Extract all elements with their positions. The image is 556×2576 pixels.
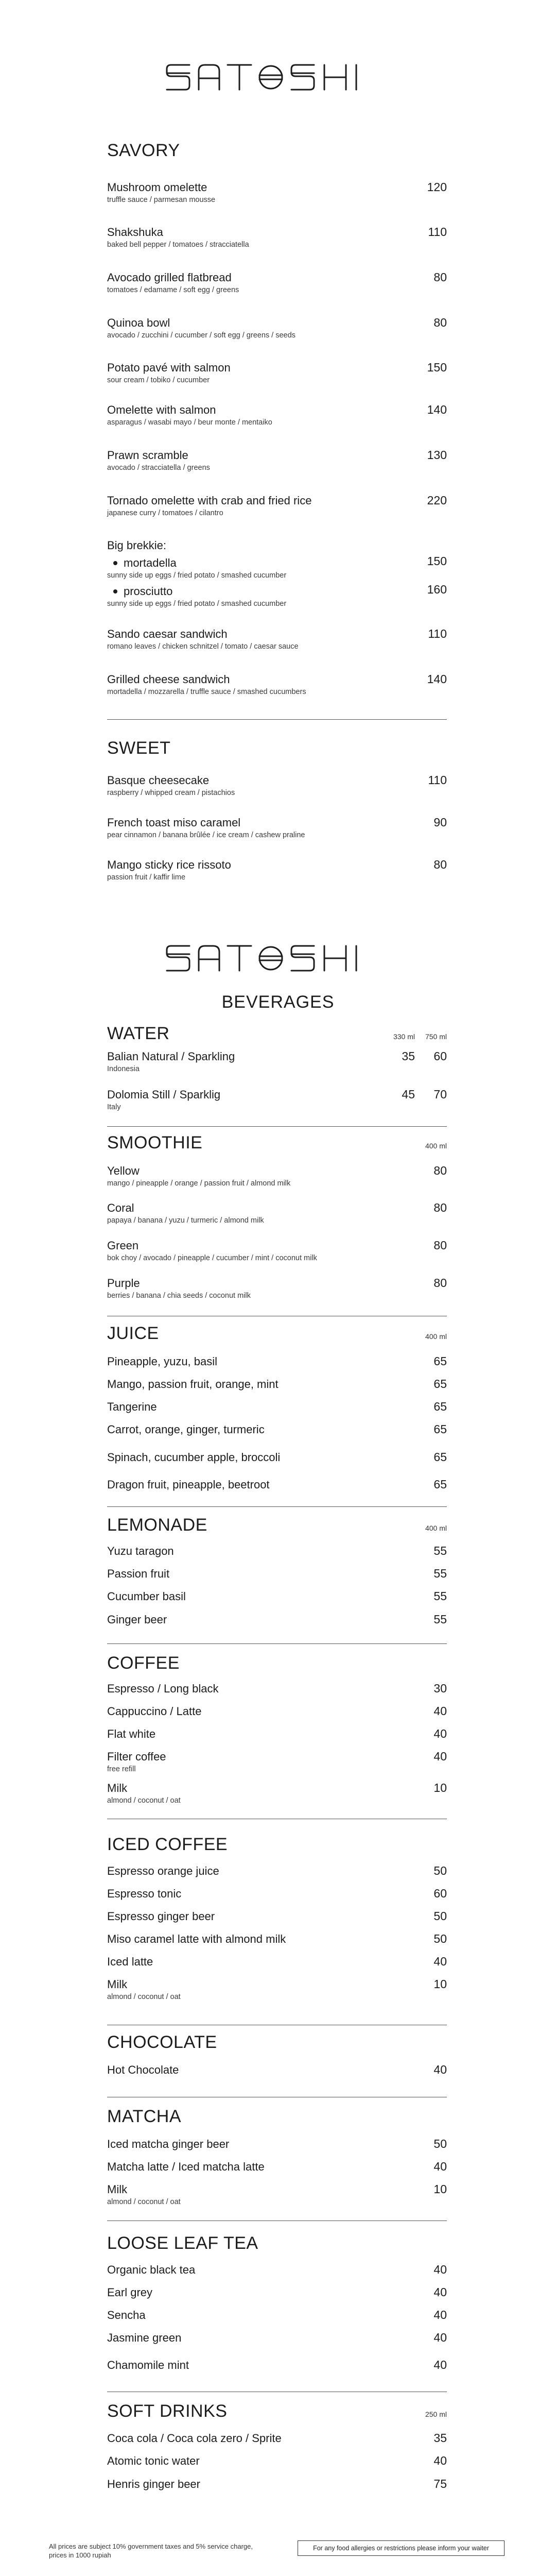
item-price: 55 [433, 1589, 447, 1603]
volume-label: 250 ml [425, 2410, 447, 2418]
list-item [107, 1377, 447, 1392]
savory-section [107, 140, 447, 161]
item-description: almond / coconut / oat [107, 2198, 181, 2206]
list-item [107, 1566, 447, 1581]
item-price: 80 [433, 1239, 447, 1252]
item-name: Dragon fruit, pineapple, beetroot [107, 1478, 270, 1491]
item-description: romano leaves / chicken schnitzel / tomato / caesar sauce [107, 642, 299, 651]
list-item [107, 360, 447, 385]
list-item [107, 1450, 447, 1465]
list-item [107, 626, 447, 651]
item-name: Filter coffee [107, 1750, 166, 1763]
item-name: Big brekkie: [107, 539, 166, 552]
list-item [107, 1354, 447, 1369]
item-description: passion fruit / kaffir lime [107, 873, 186, 882]
item-price: 50 [433, 1864, 447, 1877]
matcha-section [107, 2106, 447, 2127]
brekkie-option: mortadella [107, 556, 177, 570]
list-item [107, 1931, 447, 1946]
item-price: 130 [427, 448, 447, 462]
iced-coffee-section [107, 1834, 447, 1855]
volume-label: 400 ml [425, 1332, 447, 1341]
item-name: Tornado omelette with crab and fried rice [107, 494, 312, 507]
list-item [107, 773, 447, 798]
item-price: 110 [428, 225, 447, 239]
item-name: Avocado grilled flatbread [107, 271, 232, 284]
item-name: Miso caramel latte with almond milk [107, 1933, 286, 1945]
item-name: Dolomia Still / Sparklig [107, 1088, 221, 1101]
item-name: Passion fruit [107, 1567, 170, 1580]
item-description: Italy [107, 1103, 121, 1111]
item-price: 40 [433, 1955, 447, 1968]
list-item [107, 2182, 447, 2207]
item-name: Carrot, orange, ginger, turmeric [107, 1423, 265, 1436]
item-description: Indonesia [107, 1065, 140, 1073]
bullet-icon [113, 589, 117, 594]
item-price: 150 [427, 361, 447, 374]
list-item [107, 1477, 447, 1492]
item-description: avocado / stracciatella / greens [107, 464, 210, 472]
section-title: COFFEE [107, 1653, 180, 1673]
item-price: 40 [433, 2358, 447, 2371]
item-price: 10 [433, 2182, 447, 2196]
item-name: Organic black tea [107, 2263, 196, 2276]
item-name: Iced latte [107, 1955, 153, 1968]
section-title: WATER [107, 1024, 170, 1043]
list-item [107, 1954, 447, 1969]
item-name: Grilled cheese sandwich [107, 673, 230, 686]
item-price: 80 [433, 316, 447, 329]
item-price: 80 [433, 858, 447, 871]
item-name: Yuzu taragon [107, 1545, 174, 1557]
list-item [107, 1704, 447, 1719]
item-price: 10 [433, 1977, 447, 1991]
item-price: 40 [433, 2285, 447, 2299]
item-price: 40 [433, 1727, 447, 1740]
list-item [107, 2062, 447, 2077]
item-price: 220 [427, 494, 447, 507]
volume-label: 330 ml [393, 1032, 415, 1041]
satoshi-logo [0, 61, 556, 94]
item-price: 65 [433, 1450, 447, 1464]
loose-leaf-tea-section [107, 2233, 447, 2253]
item-price: 160 [427, 583, 447, 596]
list-item [107, 1863, 447, 1878]
list-item [107, 672, 447, 697]
item-price: 50 [433, 2137, 447, 2150]
item-price: 150 [427, 554, 447, 568]
item-price: 140 [427, 403, 447, 416]
item-description: baked bell pepper / tomatoes / stracciatella [107, 241, 249, 249]
item-description: almond / coconut / oat [107, 1993, 181, 2001]
soft-drinks-section [107, 2401, 447, 2421]
item-price: 60 [433, 1887, 447, 1900]
item-name: Mushroom omelette [107, 181, 207, 194]
section-title: JUICE [107, 1324, 159, 1343]
item-description: almond / coconut / oat [107, 1797, 181, 1805]
item-name: Ginger beer [107, 1613, 167, 1626]
item-price: 45 [402, 1088, 415, 1101]
list-item [107, 1200, 447, 1225]
section-title: SOFT DRINKS [107, 2401, 228, 2421]
item-price: 75 [433, 2477, 447, 2490]
section-title: MATCHA [107, 2107, 182, 2126]
list-item [107, 225, 447, 249]
item-description: pear cinnamon / banana brûlée / ice cream / cashew praline [107, 831, 305, 839]
satoshi-logo-mark [165, 942, 391, 975]
list-item [107, 1612, 447, 1627]
list-item [107, 1049, 447, 1074]
item-description: mango / pineapple / orange / passion fruit / almond milk [107, 1179, 291, 1188]
item-name: Coral [107, 1201, 134, 1214]
item-description: japanese curry / tomatoes / cilantro [107, 509, 223, 517]
item-name: Espresso orange juice [107, 1865, 219, 1877]
item-price: 65 [433, 1354, 447, 1368]
divider [107, 1506, 447, 1507]
item-description: tomatoes / edamame / soft egg / greens [107, 286, 239, 294]
item-name: Mango, passion fruit, orange, mint [107, 1378, 279, 1391]
item-price: 80 [433, 270, 447, 284]
section-title: LOOSE LEAF TEA [107, 2233, 258, 2253]
item-description: sunny side up eggs / fried potato / smashed cucumber [107, 571, 287, 580]
item-name: Yellow [107, 1164, 140, 1177]
list-item [107, 493, 447, 518]
item-name: Omelette with salmon [107, 403, 216, 416]
item-price: 40 [433, 1704, 447, 1718]
list-item [107, 315, 447, 340]
item-name: Green [107, 1239, 139, 1252]
item-name: Milk [107, 1782, 128, 1794]
volume-label: 750 ml [425, 1032, 447, 1041]
list-item [107, 1977, 447, 2002]
item-name: Earl grey [107, 2286, 153, 2299]
item-price: 50 [433, 1909, 447, 1923]
item-name: Atomic tonic water [107, 2454, 200, 2467]
list-item [107, 1886, 447, 1901]
list-item [107, 1163, 447, 1188]
list-item [107, 2159, 447, 2174]
item-description: sour cream / tobiko / cucumber [107, 376, 210, 384]
item-price: 80 [433, 1164, 447, 1177]
satoshi-logo [0, 942, 556, 975]
list-item [107, 448, 447, 472]
section-title: SMOOTHIE [107, 1133, 203, 1153]
item-price: 80 [433, 1201, 447, 1214]
list-item [107, 1276, 447, 1300]
item-name: Sando caesar sandwich [107, 628, 228, 640]
list-item [107, 857, 447, 882]
item-name: Sencha [107, 2309, 146, 2321]
list-item [107, 1238, 447, 1263]
item-price: 70 [433, 1088, 447, 1101]
item-name: Cucumber basil [107, 1590, 186, 1603]
item-name: Espresso / Long black [107, 1682, 219, 1695]
item-price: 40 [433, 2331, 447, 2344]
item-name: French toast miso caramel [107, 816, 241, 829]
list-item [107, 2431, 447, 2446]
coffee-section [107, 1653, 447, 1673]
item-description: avocado / zucchini / cucumber / soft egg / greens / seeds [107, 331, 296, 340]
list-item [107, 1681, 447, 1696]
item-name: Prawn scramble [107, 449, 188, 462]
list-item [107, 1781, 447, 1805]
item-price: 60 [433, 1049, 447, 1063]
item-name: Henris ginger beer [107, 2478, 200, 2490]
item-price: 120 [427, 180, 447, 194]
item-price: 55 [433, 1544, 447, 1557]
list-item [107, 402, 447, 427]
list-item [107, 2477, 447, 2492]
item-price: 55 [433, 1567, 447, 1580]
list-item [107, 2262, 447, 2277]
item-price: 30 [433, 1682, 447, 1695]
item-name: Chamomile mint [107, 2359, 189, 2371]
divider [107, 1126, 447, 1127]
list-item [107, 2137, 447, 2151]
list-item [107, 1087, 447, 1112]
list-item [107, 2308, 447, 2323]
item-price: 40 [433, 2160, 447, 2173]
list-item [107, 1909, 447, 1924]
water-section [107, 1023, 447, 1044]
item-name: Pineapple, yuzu, basil [107, 1355, 218, 1368]
item-name: Matcha latte / Iced matcha latte [107, 2160, 265, 2173]
item-price: 10 [433, 1781, 447, 1794]
divider [107, 1643, 447, 1644]
section-title: SAVORY [107, 141, 180, 160]
item-name: Iced matcha ginger beer [107, 2138, 230, 2150]
juice-section [107, 1323, 447, 1344]
divider [107, 719, 447, 720]
item-price: 140 [427, 672, 447, 686]
list-item [107, 1589, 447, 1604]
item-description: truffle sauce / parmesan mousse [107, 196, 216, 204]
item-name: Milk [107, 1978, 128, 1991]
item-description: raspberry / whipped cream / pistachios [107, 789, 235, 797]
item-name: Spinach, cucumber apple, broccoli [107, 1451, 281, 1464]
item-description: asparagus / wasabi mayo / beur monte / mentaiko [107, 418, 272, 427]
item-price: 65 [433, 1422, 447, 1436]
item-name: Espresso ginger beer [107, 1910, 215, 1923]
item-name: Potato pavé with salmon [107, 361, 231, 374]
lemonade-section [107, 1515, 447, 1535]
list-item [107, 1399, 447, 1414]
item-name: Basque cheesecake [107, 774, 210, 787]
volume-label: 400 ml [425, 1142, 447, 1150]
section-title: CHOCOLATE [107, 2032, 217, 2052]
allergy-notice: For any food allergies or restrictions please inform your waiter [298, 2540, 505, 2556]
list-item [107, 2285, 447, 2300]
volume-label: 400 ml [425, 1524, 447, 1532]
item-name: Hot Chocolate [107, 2063, 179, 2076]
item-price: 90 [433, 816, 447, 829]
item-price: 40 [433, 2308, 447, 2321]
item-name: Jasmine green [107, 2331, 182, 2344]
item-price: 80 [433, 1276, 447, 1290]
smoothie-section [107, 1132, 447, 1153]
list-item [107, 270, 447, 295]
satoshi-logo-mark [165, 61, 391, 94]
item-name: Milk [107, 2183, 128, 2196]
sweet-section [107, 738, 447, 758]
item-description: berries / banana / chia seeds / coconut milk [107, 1292, 251, 1300]
list-item [107, 2330, 447, 2345]
item-name: Purple [107, 1277, 140, 1290]
item-description: free refill [107, 1765, 136, 1773]
list-item [107, 2358, 447, 2372]
item-price: 65 [433, 1400, 447, 1413]
item-name: Mango sticky rice rissoto [107, 858, 231, 871]
item-price: 40 [433, 1750, 447, 1763]
item-price: 50 [433, 1932, 447, 1945]
item-name: Balian Natural / Sparkling [107, 1050, 235, 1063]
item-name: Espresso tonic [107, 1887, 182, 1900]
list-item [107, 1544, 447, 1558]
list-item [107, 815, 447, 840]
beverages-heading: BEVERAGES [221, 992, 335, 1012]
item-price: 40 [433, 2063, 447, 2076]
list-item [107, 1422, 447, 1437]
item-price: 35 [402, 1049, 415, 1063]
tax-notice-line: prices in 1000 rupiah [49, 2551, 111, 2559]
item-name: Cappuccino / Latte [107, 1705, 202, 1718]
item-description: mortadella / mozzarella / truffle sauce / smashed cucumbers [107, 688, 306, 696]
list-item [107, 1749, 447, 1774]
item-price: 110 [428, 627, 447, 640]
item-name: Tangerine [107, 1400, 157, 1413]
section-title: ICED COFFEE [107, 1835, 228, 1854]
item-price: 55 [433, 1613, 447, 1626]
item-name: Quinoa bowl [107, 316, 170, 329]
list-item [107, 1726, 447, 1741]
item-name: Flat white [107, 1727, 156, 1740]
list-item [107, 180, 447, 205]
item-price: 65 [433, 1377, 447, 1391]
item-price: 65 [433, 1478, 447, 1491]
section-title: LEMONADE [107, 1515, 207, 1535]
item-description: sunny side up eggs / fried potato / smashed cucumber [107, 600, 287, 608]
item-description: papaya / banana / yuzu / turmeric / almond milk [107, 1216, 264, 1225]
item-name: Coca cola / Coca cola zero / Sprite [107, 2432, 282, 2445]
item-description: bok choy / avocado / pineapple / cucumber / mint / coconut milk [107, 1254, 317, 1262]
section-title: SWEET [107, 738, 171, 758]
chocolate-section [107, 2032, 447, 2053]
item-price: 40 [433, 2263, 447, 2276]
list-item [107, 2453, 447, 2468]
tax-notice-line: All prices are subject 10% government taxes and 5% service charge, [49, 2543, 253, 2550]
brekkie-option: prosciutto [107, 584, 172, 599]
list-item-big-brekkie [107, 538, 447, 608]
item-price: 35 [433, 2431, 447, 2445]
bullet-icon [113, 561, 117, 565]
item-name: Shakshuka [107, 226, 163, 239]
tax-notice [49, 2542, 265, 2560]
item-price: 110 [428, 773, 447, 787]
item-price: 40 [433, 2454, 447, 2467]
